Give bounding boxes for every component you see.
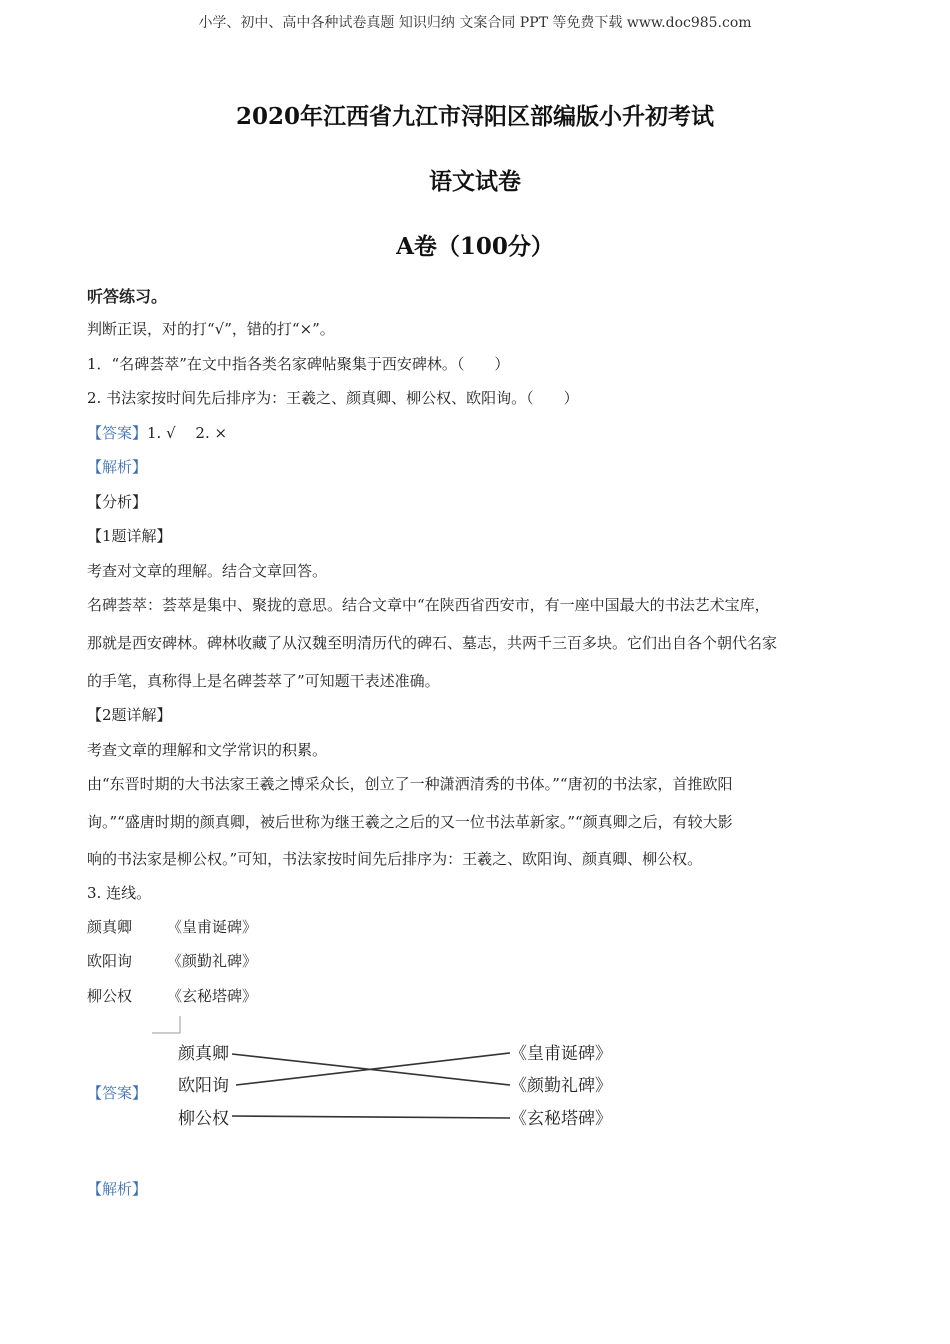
pair-work: 《玄秘塔碑》 xyxy=(167,987,258,1005)
detail-2-paragraph-line: 询。”“盛唐时期的颜真卿，被后世称为继王羲之之后的又一位书法革新家。”“颜真卿之后，有较大影 xyxy=(87,813,733,831)
section-title: A卷（100分） xyxy=(396,233,554,260)
answer-2-label: 【答案】 xyxy=(87,1084,148,1102)
exam-title: 2020年江西省九江市浔阳区部编版小升初考试 xyxy=(235,103,714,130)
connector-line xyxy=(232,1116,510,1118)
diagram-right-label: 《皇甫诞碑》 xyxy=(510,1044,612,1064)
detail-1-paragraph-line: 的手笔，真称得上是名碑荟萃了”可知题干表述准确。 xyxy=(87,672,440,690)
pair-name: 柳公权 xyxy=(87,987,133,1005)
pair-name: 颜真卿 xyxy=(87,918,133,936)
question-3: 3. 连线。 xyxy=(87,884,152,902)
pair-name: 欧阳询 xyxy=(87,952,133,970)
detail-2-line: 考查文章的理解和文学常识的积累。 xyxy=(87,741,328,759)
detail-1-paragraph-line: 名碑荟萃：荟萃是集中、聚拢的意思。结合文章中“在陕西省西安市，有一座中国最大的书法艺术宝库， xyxy=(87,596,770,614)
pair-work: 《颜勤礼碑》 xyxy=(167,952,258,970)
diagram-left-label: 欧阳询 xyxy=(178,1076,229,1096)
diagram-right-label: 《玄秘塔碑》 xyxy=(510,1109,612,1129)
analysis-2-label: 【解析】 xyxy=(87,1180,148,1198)
exam-subtitle: 语文试卷 xyxy=(429,168,521,195)
detail-2-label: 【2题详解】 xyxy=(87,706,172,724)
detail-1-line: 考查对文章的理解。结合文章回答。 xyxy=(87,562,328,580)
listening-heading: 听答练习。 xyxy=(87,287,168,306)
diagram-right-label: 《颜勤礼碑》 xyxy=(510,1076,612,1096)
instruction: 判断正误，对的打“√”，错的打“×”。 xyxy=(87,320,335,338)
detail-2-paragraph-line: 由“东晋时期的大书法家王羲之博采众长，创立了一种潇洒清秀的书体。”“唐初的书法家，首推欧阳 xyxy=(87,775,733,793)
fenxi-label: 【分析】 xyxy=(87,493,148,511)
detail-2-paragraph-line: 响的书法家是柳公权。”可知，书法家按时间先后排序为：王羲之、欧阳询、颜真卿、柳公权。 xyxy=(87,850,703,868)
answer-label: 【答案】 xyxy=(87,424,148,442)
diagram-left-label: 柳公权 xyxy=(178,1109,229,1129)
corner-mark xyxy=(152,1016,180,1033)
question-2: 2. 书法家按时间先后排序为：王羲之、颜真卿、柳公权、欧阳询。（ ） xyxy=(87,389,579,407)
diagram-left-label: 颜真卿 xyxy=(178,1044,229,1064)
question-1: 1．“名碑荟萃”在文中指各类名家碑帖聚集于西安碑林。（ ） xyxy=(87,355,510,373)
detail-1-label: 【1题详解】 xyxy=(87,527,172,545)
answer-text: 1. √ 2. × xyxy=(147,424,228,442)
analysis-label: 【解析】 xyxy=(87,458,148,476)
pair-work: 《皇甫诞碑》 xyxy=(167,918,258,936)
detail-1-paragraph-line: 那就是西安碑林。碑林收藏了从汉魏至明清历代的碑石、墓志，共两千三百多块。它们出自各个朝代名家 xyxy=(87,634,778,652)
page-header: 小学、初中、高中各种试卷真题 知识归纳 文案合同 PPT 等免费下载 www.doc985.com xyxy=(198,15,752,31)
